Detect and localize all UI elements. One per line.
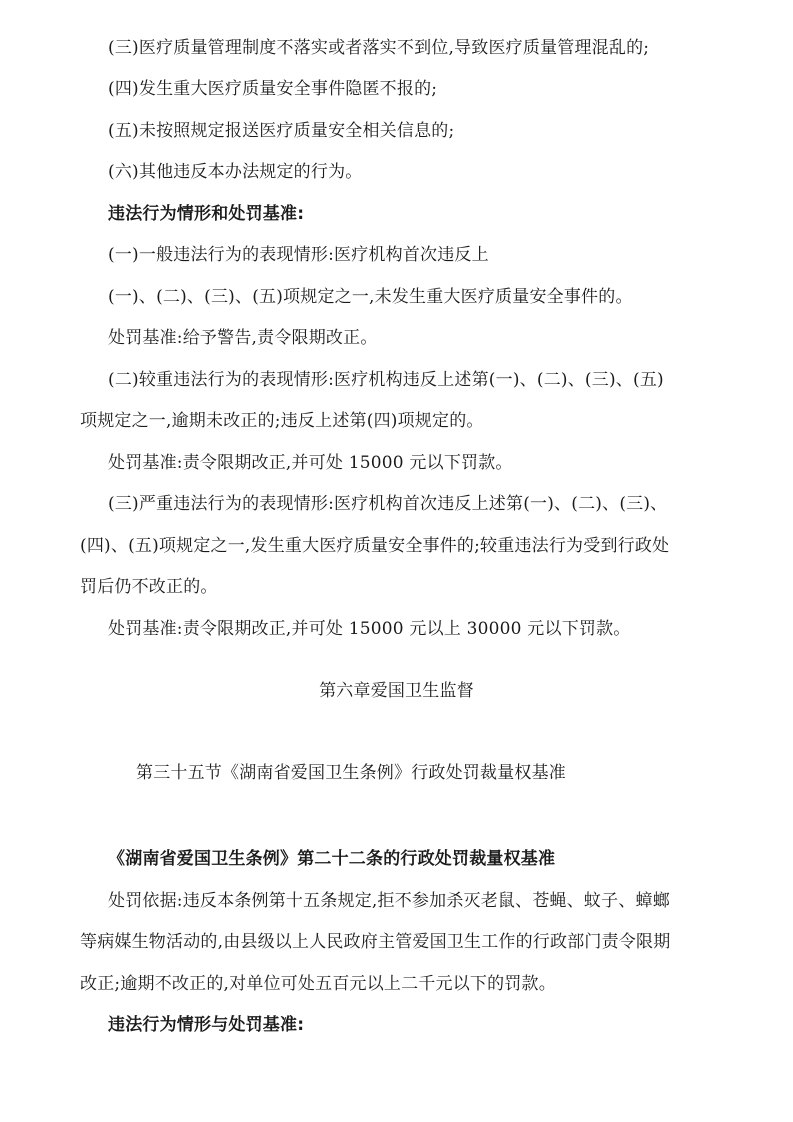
heading-violation-penalty-2: 违法行为情形与处罚基准: xyxy=(108,1015,305,1035)
item-four: (四)发生重大医疗质量安全事件隐匿不报的; xyxy=(108,79,438,99)
serious-violation-line1: (二)较重违法行为的表现情形:医疗机构违反上述第(一)、(二)、(三)、(五) xyxy=(108,370,664,390)
heading-violation-penalty: 违法行为情形和处罚基准: xyxy=(108,204,305,224)
chapter-title: 第六章爱国卫生监督 xyxy=(319,681,474,701)
basis-line3: 改正;逾期不改正的,对单位可处五百元以上二千元以下的罚款。 xyxy=(80,974,556,994)
general-violation-line2: (一)、(二)、(三)、(五)项规定之一,未发生重大医疗质量安全事件的。 xyxy=(108,287,633,307)
serious-violation-line2: 项规定之一,逾期未改正的;违反上述第(四)项规定的。 xyxy=(80,411,484,431)
severe-violation-line2: (四)、(五)项规定之一,发生重大医疗质量安全事件的;较重违法行为受到行政处 xyxy=(80,536,670,556)
severe-violation-line1: (三)严重违法行为的表现情形:医疗机构首次违反上述第(一)、(二)、(三)、 xyxy=(108,494,668,514)
item-six: (六)其他违反本办法规定的行为。 xyxy=(108,162,363,182)
basis-line2: 等病媒生物活动的,由县级以上人民政府主管爱国卫生工作的行政部门责令限期 xyxy=(80,932,671,952)
basis-line1: 处罚依据:违反本条例第十五条规定,拒不参加杀灭老鼠、苍蝇、蚊子、蟑螂 xyxy=(108,891,670,911)
item-five: (五)未按照规定报送医疗质量安全相关信息的; xyxy=(108,121,455,141)
article-heading: 《湖南省爱国卫生条例》第二十二条的行政处罚裁量权基准 xyxy=(108,849,556,869)
serious-penalty: 处罚基准:责令限期改正,并可处 15000 元以下罚款。 xyxy=(108,453,513,473)
severe-violation-line3: 罚后仍不改正的。 xyxy=(80,577,218,597)
general-penalty: 处罚基准:给予警告,责令限期改正。 xyxy=(108,328,378,348)
severe-penalty: 处罚基准:责令限期改正,并可处 15000 元以上 30000 元以下罚款。 xyxy=(108,619,631,639)
section-title: 第三十五节《湖南省爱国卫生条例》行政处罚裁量权基准 xyxy=(136,763,566,783)
item-three: (三)医疗质量管理制度不落实或者落实不到位,导致医疗质量管理混乱的; xyxy=(108,38,650,58)
general-violation-line1: (一)一般违法行为的表现情形:医疗机构首次违反上 xyxy=(108,245,489,265)
